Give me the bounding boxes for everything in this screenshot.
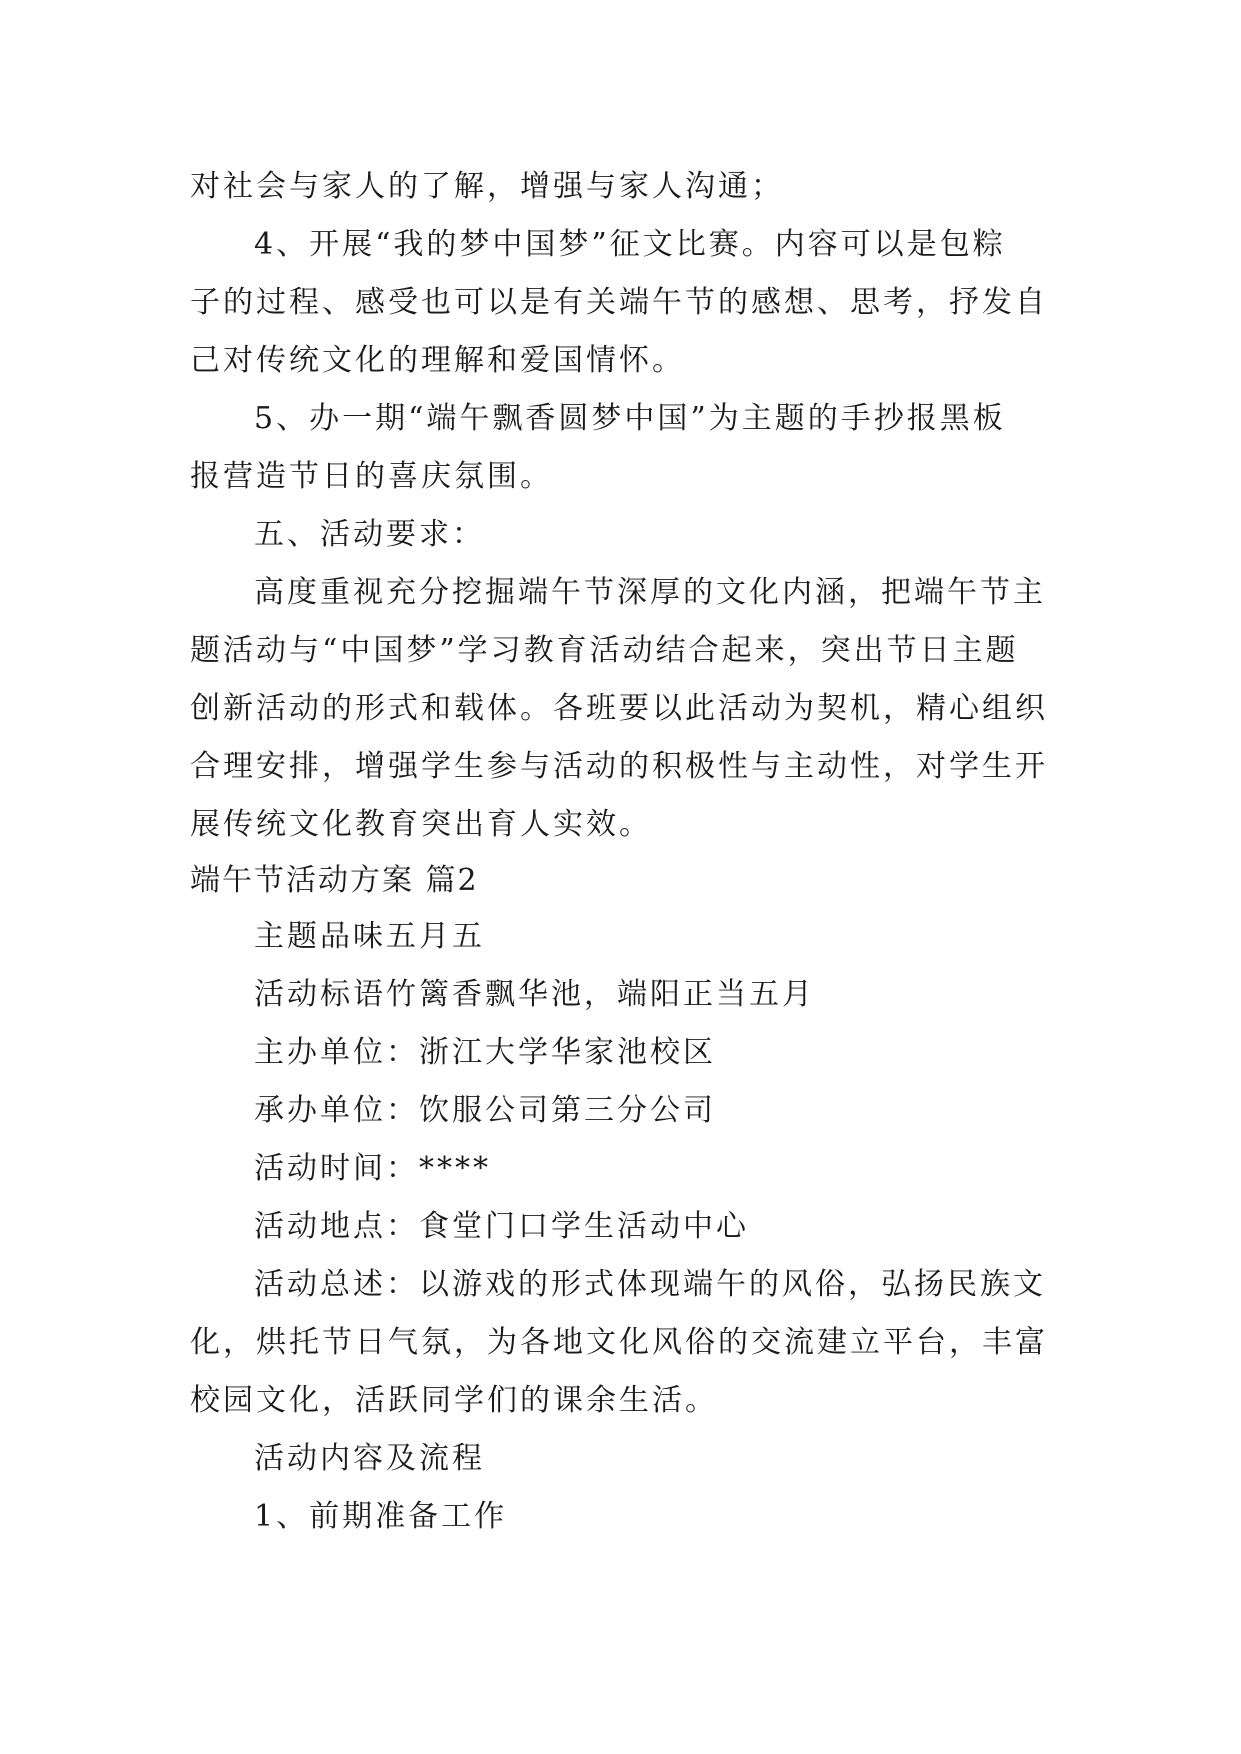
- text-line: 题活动与“中国梦”学习教育活动结合起来，突出节日主题: [190, 633, 1019, 668]
- text-line: 化，烘托节日气氛，为各地文化风俗的交流建立平台，丰富: [190, 1325, 1048, 1360]
- text-line: 活动内容及流程: [254, 1441, 485, 1476]
- section-title: 端午节活动方案 篇2: [190, 863, 479, 898]
- text-line: 主题品味五月五: [254, 919, 485, 954]
- text-line: 1、前期准备工作: [254, 1499, 508, 1534]
- text-line: 活动标语竹篱香飘华池，端阳正当五月: [254, 977, 815, 1012]
- text-line: 活动总述：以游戏的形式体现端午的风俗，弘扬民族文: [254, 1267, 1046, 1302]
- text-line: 高度重视充分挖掘端午节深厚的文化内涵，把端午节主: [254, 575, 1046, 610]
- text-line: 己对传统文化的理解和爱国情怀。: [190, 343, 685, 378]
- text-line: 报营造节日的喜庆氛围。: [190, 459, 553, 494]
- text-line: 承办单位：饮服公司第三分公司: [254, 1093, 716, 1128]
- text-line: 活动地点：食堂门口学生活动中心: [254, 1209, 749, 1244]
- text-line: 展传统文化教育突出育人实效。: [190, 807, 652, 842]
- text-line: 活动时间：****: [254, 1151, 491, 1186]
- text-line: 创新活动的形式和载体。各班要以此活动为契机，精心组织: [190, 691, 1048, 726]
- text-line: 校园文化，活跃同学们的课余生活。: [190, 1383, 718, 1418]
- text-line: 4、开展“我的梦中国梦”征文比赛。内容可以是包粽: [254, 227, 1006, 262]
- text-line: 对社会与家人的了解，增强与家人沟通；: [190, 169, 784, 204]
- document-body: [190, 158, 1050, 1546]
- text-line: 5、办一期“端午飘香圆梦中国”为主题的手抄报黑板: [254, 401, 1006, 436]
- text-line: 合理安排，增强学生参与活动的积极性与主动性，对学生开: [190, 749, 1048, 784]
- text-line: 五、活动要求：: [254, 517, 485, 552]
- text-line: 子的过程、感受也可以是有关端午节的感想、思考，抒发自: [190, 285, 1048, 320]
- text-line: 主办单位：浙江大学华家池校区: [254, 1035, 716, 1070]
